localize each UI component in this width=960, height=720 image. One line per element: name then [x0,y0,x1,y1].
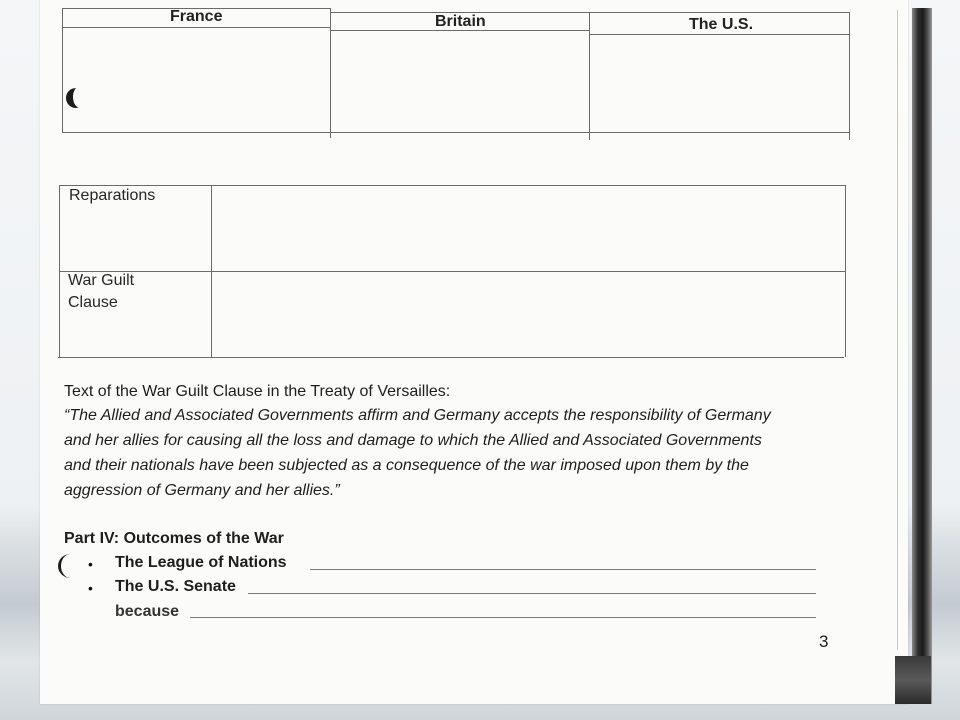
treaty-terms-table [58,185,846,358]
part-iv-heading: Part IV: Outcomes of the War [64,530,284,547]
quote-line-2: and her allies for causing all the loss and damage to which the Allied and Associated Governments [64,432,762,449]
header-divider [590,34,850,35]
table-border [845,185,846,357]
table-border [60,185,846,186]
column-header-britain: Britain [435,13,486,30]
answer-line-senate[interactable] [248,593,816,594]
outcome-us-senate: The U.S. Senate [115,578,236,595]
table-border [62,132,850,133]
column-divider [211,185,212,357]
binder-spine [912,8,932,704]
punch-hole [58,554,83,578]
column-header-us: The U.S. [689,16,754,33]
bullet-icon: • [88,556,93,572]
column-divider [330,8,331,138]
binder-tab [895,656,931,704]
war-guilt-heading: Text of the War Guilt Clause in the Treaty of Versailles: [64,383,451,400]
page-number: 3 [819,632,829,651]
punch-hole-highlight [73,86,87,108]
column-divider [589,12,590,140]
table-border [59,185,60,357]
table-border [62,8,63,132]
quote-line-1: “The Allied and Associated Governments affirm and Germany accepts the responsibility of Germany [64,407,771,424]
page-edge [897,10,898,650]
answer-line-because[interactable] [190,617,816,618]
because-label: because [115,603,180,620]
table-border [849,12,850,140]
header-divider [62,27,330,28]
column-header-france: France [170,8,223,25]
comparison-table [62,8,850,140]
row-label-reparations: Reparations [69,187,156,204]
row-label-war-guilt-line2: Clause [68,294,118,311]
outcome-league-of-nations: The League of Nations [115,554,287,571]
bullet-icon: • [88,580,93,596]
row-label-war-guilt-line1: War Guilt [68,272,135,289]
row-divider [59,271,845,272]
quote-line-4: aggression of Germany and her allies.” [64,482,340,499]
table-border [58,357,844,358]
answer-line-league[interactable] [310,569,816,570]
quote-line-3: and their nationals have been subjected as a consequence of the war imposed upon them by the [64,457,749,474]
table-border [330,12,850,13]
